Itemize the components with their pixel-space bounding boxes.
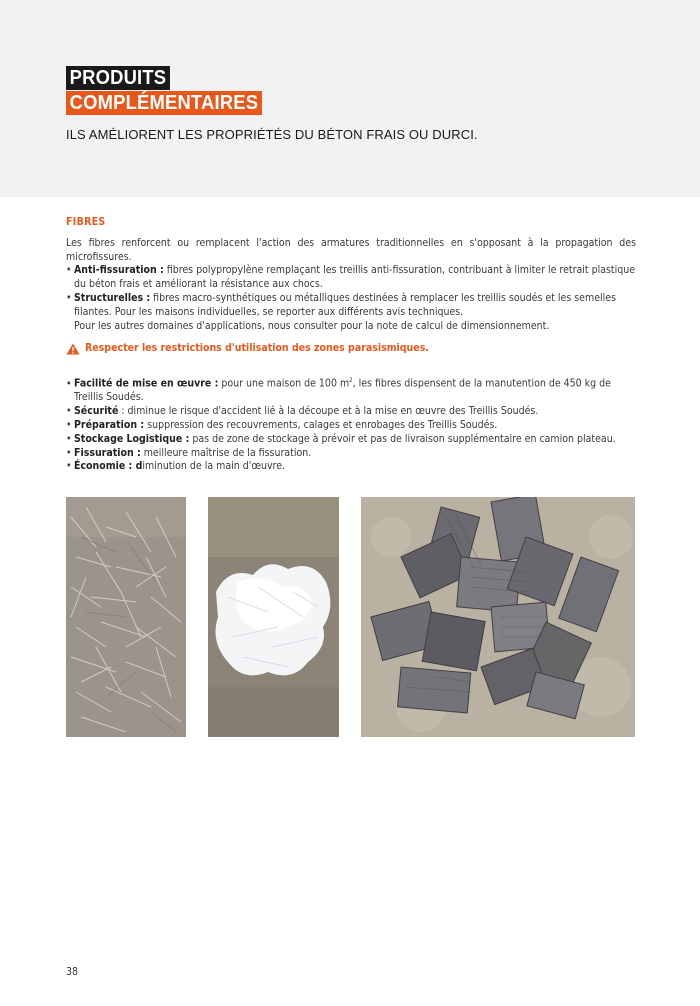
list-item: • Facilité de mise en œuvre : pour une maison de 100 $m^2$, les fibres dispensent de la manutention de 450 kg de Treillis Soudés. — [66, 377, 611, 404]
polypropylene-fibres-photo — [208, 497, 339, 737]
list-item: • Économie : diminution de la main d'œuvre. — [66, 460, 286, 473]
item-label: Facilité de mise en œuvre : — [74, 377, 219, 390]
item-label: Stockage Logistique : — [74, 432, 190, 445]
item-label: Sécurité — [74, 405, 119, 418]
superscript: 2 — [349, 377, 353, 385]
advantages-list — [66, 374, 636, 474]
item-text: iminution de la main d'œuvre. — [142, 460, 286, 473]
seismic-warning — [66, 342, 636, 356]
item-label: Fissuration : — [74, 446, 141, 459]
item-text: : diminue le risque d'accident lié à la découpe et à la mise en œuvre des Treillis Soudés. — [118, 405, 539, 418]
item-text: , les fibres dispensent de la manutention de 450 kg de Treillis Soudés. — [74, 377, 611, 404]
fibre-types-list — [66, 264, 636, 319]
types-note: Pour les autres domaines d'applications, nous consulter pour la note de calcul de dimensionnement. — [74, 319, 550, 332]
title-line-2: COMPLÉMENTAIRES — [66, 91, 262, 115]
item-text: meilleure maîtrise de la fissuration. — [140, 446, 312, 459]
item-text: fibres macro-synthétiques ou métalliques destinées à remplacer les treillis soudés et les semelles filantes. Pour les maisons individuelles, se reporter aux différents avis techniques. — [74, 291, 616, 318]
item-label: Anti-fissuration : — [74, 264, 164, 277]
item-label: Structurelles : — [74, 291, 151, 304]
item-text: fibres polypropylène remplaçant les treillis anti-fissuration, contribuant à limiter le retrait plastique du béton frais et améliorant la résistance aux chocs. — [74, 264, 636, 291]
warning-icon — [66, 343, 80, 355]
warning-text: Respecter les restrictions d'utilisation des zones parasismiques. — [85, 342, 429, 355]
list-item: • Sécurité : diminue le risque d'accident lié à la découpe et à la mise en œuvre des Treillis Soudés. — [66, 405, 539, 418]
steel-fibres-photo — [361, 497, 635, 737]
fibres-section — [66, 216, 636, 474]
list-item: • Structurelles : fibres macro-synthétiques ou métalliques destinées à remplacer les treillis soudés et les semelles filantes. Pour les maisons individuelles, se reporter aux différents avis techniques. — [66, 291, 616, 318]
section-title: FIBRES — [66, 216, 106, 228]
item-text: pas de zone de stockage à prévoir et pas de livraison supplémentaire en camion plateau. — [189, 432, 616, 445]
metal-fibres-photo — [66, 497, 186, 737]
page-title — [66, 66, 279, 115]
item-text: suppression des recouvrements, calages et enrobages des Treillis Soudés. — [144, 419, 498, 432]
item-text: pour une maison de 100 m — [218, 377, 350, 390]
list-item: • Fissuration : meilleure maîtrise de la fissuration. — [66, 446, 312, 459]
list-item: • Anti-fissuration : fibres polypropylène remplaçant les treillis anti-fissuration, contribuant à limiter le retrait plastique du béton frais et améliorant la résistance aux chocs. — [66, 264, 636, 291]
list-item: • Préparation : suppression des recouvrements, calages et enrobages des Treillis Soudés. — [66, 419, 498, 432]
item-label: Économie : d — [74, 460, 143, 473]
intro-paragraph: Les fibres renforcent ou remplacent l'action des armatures traditionnelles en s'opposant à la propagation des microfissures. — [66, 236, 636, 263]
item-label: Préparation : — [74, 419, 145, 432]
page-number: 38 — [66, 966, 79, 978]
title-line-1: PRODUITS — [66, 66, 170, 90]
page-subtitle: ILS AMÉLIORENT LES PROPRIÉTÉS DU BÉTON FRAIS OU DURCI. — [66, 127, 478, 142]
list-item: • Stockage Logistique : pas de zone de stockage à prévoir et pas de livraison supplémentaire en camion plateau. — [66, 432, 616, 445]
